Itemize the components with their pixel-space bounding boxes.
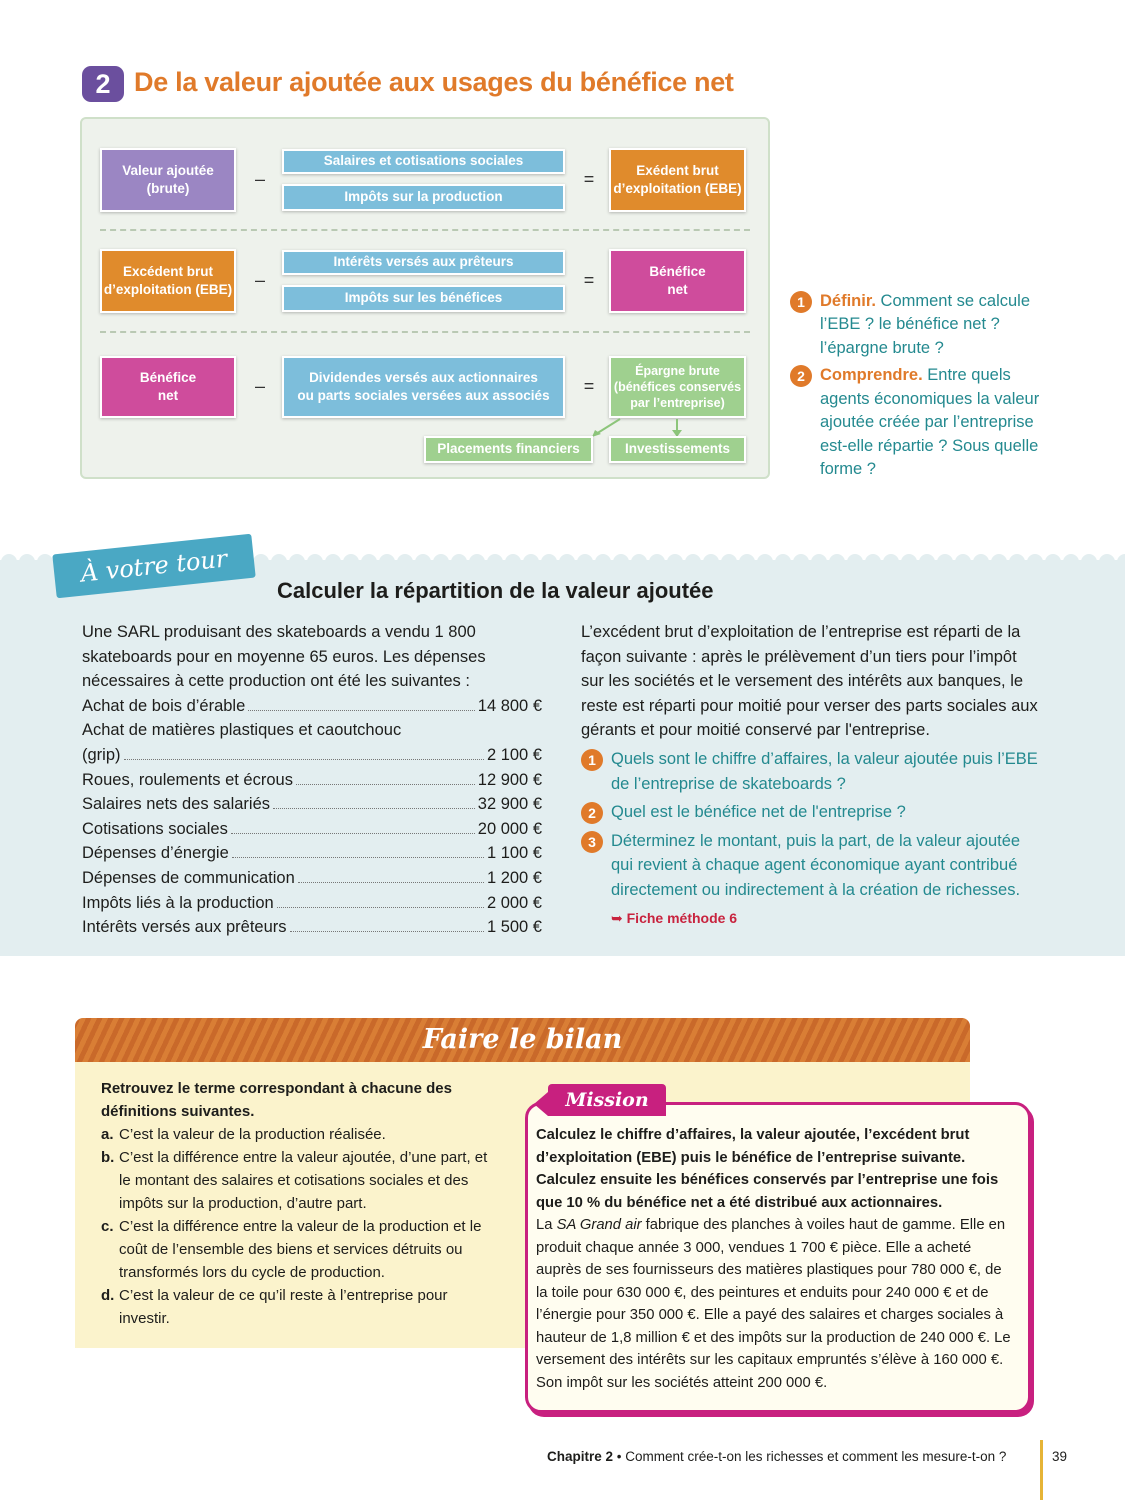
cost-value: 2 100 €	[486, 745, 542, 764]
cost-row	[82, 694, 542, 719]
cost-row	[82, 915, 542, 940]
box-impots-production: Impôts sur la production	[282, 184, 565, 211]
cost-row	[82, 718, 542, 743]
definition-key: a.	[101, 1126, 114, 1143]
definition-item	[101, 1123, 501, 1146]
cost-row	[82, 792, 542, 817]
equals-sign: =	[583, 270, 595, 290]
cost-value: 1 100 €	[486, 844, 542, 863]
definition-key: c.	[101, 1218, 114, 1235]
cost-label: Dépenses de communication	[82, 868, 295, 887]
cost-value: 12 900 €	[477, 770, 542, 789]
definition-text: C’est la valeur de ce qu’il reste à l’entreprise pour investir.	[119, 1287, 448, 1327]
footer-divider	[1040, 1440, 1043, 1500]
question-number: 2	[581, 802, 603, 824]
footer-title: Comment crée-t-on les richesses et comment les mesure-t-on ?	[625, 1449, 1007, 1464]
question-keyword: Comprendre.	[820, 366, 923, 385]
value-added-diagram	[80, 117, 770, 479]
cost-row	[82, 891, 542, 916]
fiche-methode-label: Fiche méthode 6	[626, 909, 738, 926]
box-salaires: Salaires et cotisations sociales	[282, 149, 565, 174]
question-text: Déterminez le montant, puis la part, de la valeur ajoutée qui revient à chaque agent économique ayant contribué directement ou indirectement à la création de richesses.	[611, 831, 1021, 899]
cost-row	[82, 817, 542, 842]
definition-item	[101, 1146, 501, 1215]
mission-prefix: La	[536, 1217, 557, 1233]
exercise-left-column	[82, 620, 542, 940]
cost-row	[82, 743, 542, 768]
bilan-definitions	[101, 1077, 501, 1330]
box-impots-benefices: Impôts sur les bénéfices	[282, 285, 565, 312]
bilan-title: Faire le bilan	[422, 1024, 623, 1055]
question-number: 3	[581, 831, 603, 853]
bilan-lead: Retrouvez le terme correspondant à chacune des définitions suivantes.	[101, 1080, 452, 1120]
definition-item	[101, 1215, 501, 1284]
cost-value: 1 500 €	[486, 918, 542, 937]
mission-company: SA Grand air	[556, 1217, 642, 1233]
cost-label: Achat de bois d’érable	[82, 696, 246, 715]
cost-row	[82, 768, 542, 793]
cost-label: Cotisations sociales	[82, 819, 228, 838]
exercise-intro: Une SARL produisant des skateboards a vendu 1 800 skateboards pour en moyenne 65 euros. Les dépenses nécessaires à cette production ont été les suivantes :	[82, 623, 486, 691]
mission-body: fabrique des planches à voiles haut de gamme. Elle en produit chaque année 3 000, vendues 1 700 € pièce. Elle a acheté auprès de ses fournisseurs des matières plastiques pour 780 000 €, de la toile pour 630 000 €, des peintures et enduits pour 240 000 € et de l’énergie pour 350 000 €. Elle a payé des salaires et charges sociales à hauteur de 1,8 million € et des impôts sur la production de 240 000 €. Le versement des intérêts sur les capitaux empruntés s’élève à 160 000 €. Son impôt sur les sociétés atteint 200 000 €.	[536, 1217, 1011, 1391]
cost-label: Achat de matières plastiques et caoutchouc	[82, 721, 402, 740]
question-keyword: Définir.	[820, 292, 876, 310]
exercise-question	[581, 800, 1041, 825]
box-valeur-ajoutee: Valeur ajoutée (brute)	[100, 148, 236, 212]
minus-sign: –	[254, 169, 265, 189]
question-item	[790, 290, 1060, 360]
definition-text: C’est la différence entre la valeur de la production et le coût de l’ensemble des biens et services détruits ou transformés lors du cycle de production.	[119, 1218, 482, 1281]
exercise-tag: À votre tour	[52, 534, 256, 599]
cost-label: (grip)	[82, 745, 121, 764]
question-text: Quels sont le chiffre d’affaires, la valeur ajoutée puis l’EBE de l’entreprise de skateboards ?	[611, 749, 1038, 793]
section-number: 2	[82, 66, 124, 102]
definition-item	[101, 1284, 501, 1330]
minus-sign: –	[254, 376, 265, 396]
box-benefice-net-result: Bénéfice net	[609, 249, 746, 313]
cost-row	[82, 866, 542, 891]
cost-value: 14 800 €	[477, 696, 542, 715]
mission-tag: Mission	[548, 1084, 666, 1116]
box-epargne-brute: Épargne brute (bénéfices conservés par l’entreprise)	[609, 356, 746, 418]
section-questions	[790, 290, 1060, 485]
question-text: Comment se calcule l’EBE ? le bénéfice net ? l’épargne brute ?	[820, 292, 1031, 357]
leader-dots	[290, 931, 484, 932]
section-title: De la valeur ajoutée aux usages du bénéfice net	[134, 67, 734, 97]
box-dividendes: Dividendes versés aux actionnaires ou parts sociales versées aux associés	[282, 356, 565, 418]
definition-text: C’est la valeur de la production réalisée.	[119, 1126, 386, 1143]
page-footer	[547, 1449, 1006, 1464]
equals-sign: =	[583, 169, 595, 189]
exercise-title: Calculer la répartition de la valeur ajoutée	[277, 578, 714, 603]
cost-label: Salaires nets des salariés	[82, 795, 271, 814]
definition-key: d.	[101, 1287, 115, 1304]
leader-dots	[124, 759, 484, 760]
box-ebe-result: Exédent brut d’exploitation (EBE)	[609, 148, 746, 212]
question-number: 1	[790, 291, 812, 313]
equals-sign: =	[583, 376, 595, 396]
question-text: Entre quels agents économiques la valeur ajoutée créée par l’entreprise est-elle répartie ? Sous quelle forme ?	[820, 366, 1040, 478]
question-text: Quel est le bénéfice net de l'entreprise ?	[611, 803, 906, 822]
exercise-right-intro: L’excédent brut d’exploitation de l’entreprise est réparti de la façon suivante : après le prélèvement d’un tiers pour l’impôt sur les sociétés et le versement des intérêts aux banques, le reste est réparti pour moitié pour verser des parts sociales aux gérants et pour moitié conservé par l'entreprise.	[581, 623, 1038, 740]
cost-label: Impôts liés à la production	[82, 893, 274, 912]
cost-label: Dépenses d’énergie	[82, 844, 229, 863]
footer-bullet: •	[613, 1449, 626, 1464]
exercise-question	[581, 829, 1041, 903]
leader-dots	[296, 784, 475, 785]
leader-dots	[277, 907, 484, 908]
cost-label: Intérêts versés aux prêteurs	[82, 918, 287, 937]
box-interets: Intérêts versés aux prêteurs	[282, 250, 565, 275]
question-number: 1	[581, 749, 603, 771]
cost-list	[82, 694, 542, 940]
cost-value: 20 000 €	[477, 819, 542, 838]
cost-value: 1 200 €	[486, 868, 542, 887]
page-number: 39	[1052, 1449, 1068, 1464]
minus-sign: –	[254, 270, 265, 290]
leader-dots	[298, 882, 484, 883]
arrow-icon: ➥	[611, 909, 623, 926]
box-placements-financiers: Placements financiers	[424, 436, 593, 463]
question-number: 2	[790, 365, 812, 387]
leader-dots	[231, 833, 475, 834]
box-benefice-net: Bénéfice net	[100, 356, 236, 418]
definition-key: b.	[101, 1149, 115, 1166]
cost-value: 2 000 €	[486, 893, 542, 912]
leader-dots	[248, 710, 474, 711]
mission-description	[536, 1214, 1016, 1394]
box-investissements: Investissements	[609, 436, 746, 463]
box-ebe: Excédent brut d’exploitation (EBE)	[100, 249, 236, 313]
cost-row	[82, 841, 542, 866]
cost-label: Roues, roulements et écrous	[82, 770, 293, 789]
exercise-question	[581, 747, 1041, 796]
mission-instructions: Calculez le chiffre d’affaires, la valeur ajoutée, l’excédent brut d’exploitation (EBE) puis le bénéfice de l’entreprise suivante. Calculez ensuite les bénéfices conservés par l’entreprise une fois que 10 % du bénéfice net a été distribué aux actionnaires.	[536, 1127, 999, 1211]
exercise-right-column	[581, 620, 1041, 930]
mission-text	[536, 1124, 1016, 1394]
cost-value: 32 900 €	[477, 795, 542, 814]
footer-chapter: Chapitre 2	[547, 1449, 614, 1464]
leader-dots	[273, 808, 475, 809]
fiche-methode-link[interactable]	[611, 906, 1041, 931]
leader-dots	[232, 857, 484, 858]
definition-text: C’est la différence entre la valeur ajoutée, d’une part, et le montant des salaires et cotisations sociales et des impôts sur la production, d’autre part.	[119, 1149, 488, 1212]
separator	[100, 229, 750, 231]
separator	[100, 331, 750, 333]
question-item	[790, 364, 1060, 481]
